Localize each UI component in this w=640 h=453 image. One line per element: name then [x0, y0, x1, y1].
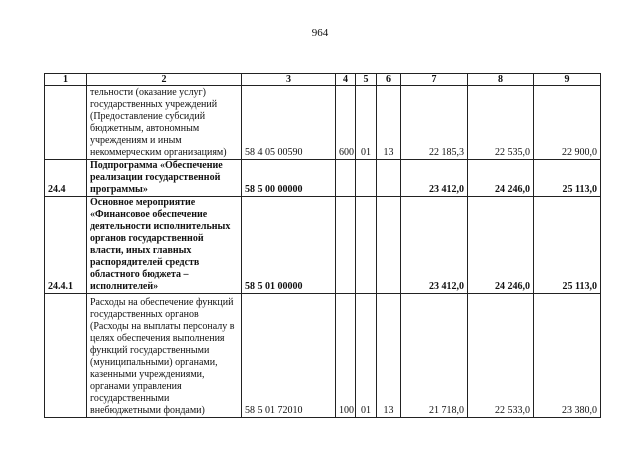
table-row — [45, 160, 601, 197]
table-row — [45, 294, 601, 418]
row-value-7: 23 412,0 — [401, 197, 468, 294]
header-row — [45, 74, 601, 86]
header-col-7: 7 — [401, 74, 468, 86]
row-col-5 — [356, 160, 377, 197]
row-number — [45, 86, 87, 160]
row-value-8: 24 246,0 — [468, 197, 534, 294]
row-col-4: 600 — [336, 86, 356, 160]
row-col-5: 01 — [356, 86, 377, 160]
row-value-7: 23 412,0 — [401, 160, 468, 197]
row-col-5 — [356, 197, 377, 294]
row-name: Расходы на обеспечение функций государственных органов (Расходы на выплаты персоналу в целях обеспечения выполнения функций государственными (муниципальными) органами, казенными учреждениями, органами управления государственными внебюджетными фондами) — [87, 294, 242, 418]
row-value-8: 22 535,0 — [468, 86, 534, 160]
row-col-6: 13 — [377, 86, 401, 160]
row-value-8: 22 533,0 — [468, 294, 534, 418]
row-col-4: 100 — [336, 294, 356, 418]
row-col-6 — [377, 160, 401, 197]
row-name: тельности (оказание услуг) государственных учреждений (Предоставление субсидий бюджетным, автономным учреждениям и иным некоммерческим организациям) — [87, 86, 242, 160]
header-col-1: 1 — [45, 74, 87, 86]
row-code: 58 5 00 00000 — [242, 160, 336, 197]
row-col-5: 01 — [356, 294, 377, 418]
row-value-9: 23 380,0 — [534, 294, 601, 418]
row-number: 24.4 — [45, 160, 87, 197]
row-col-4 — [336, 197, 356, 294]
row-value-9: 25 113,0 — [534, 197, 601, 294]
row-value-8: 24 246,0 — [468, 160, 534, 197]
header-col-9: 9 — [534, 74, 601, 86]
row-code: 58 5 01 00000 — [242, 197, 336, 294]
row-value-9: 22 900,0 — [534, 86, 601, 160]
row-number — [45, 294, 87, 418]
row-col-6 — [377, 197, 401, 294]
row-name: Основное мероприятие «Финансовое обеспечение деятельности исполнительных органов государственной власти, иных главных распорядителей средств областного бюджета – исполнителей» — [87, 197, 242, 294]
header-col-4: 4 — [336, 74, 356, 86]
header-col-8: 8 — [468, 74, 534, 86]
row-value-7: 22 185,3 — [401, 86, 468, 160]
table-row — [45, 197, 601, 294]
table-row — [45, 86, 601, 160]
page-number: 964 — [311, 27, 329, 39]
row-code: 58 4 05 00590 — [242, 86, 336, 160]
budget-table — [44, 73, 601, 418]
row-col-6: 13 — [377, 294, 401, 418]
header-col-2: 2 — [87, 74, 242, 86]
header-col-6: 6 — [377, 74, 401, 86]
row-value-9: 25 113,0 — [534, 160, 601, 197]
row-col-4 — [336, 160, 356, 197]
header-col-3: 3 — [242, 74, 336, 86]
row-code: 58 5 01 72010 — [242, 294, 336, 418]
header-col-5: 5 — [356, 74, 377, 86]
row-name: Подпрограмма «Обеспечение реализации государственной программы» — [87, 160, 242, 197]
row-value-7: 21 718,0 — [401, 294, 468, 418]
row-number: 24.4.1 — [45, 197, 87, 294]
